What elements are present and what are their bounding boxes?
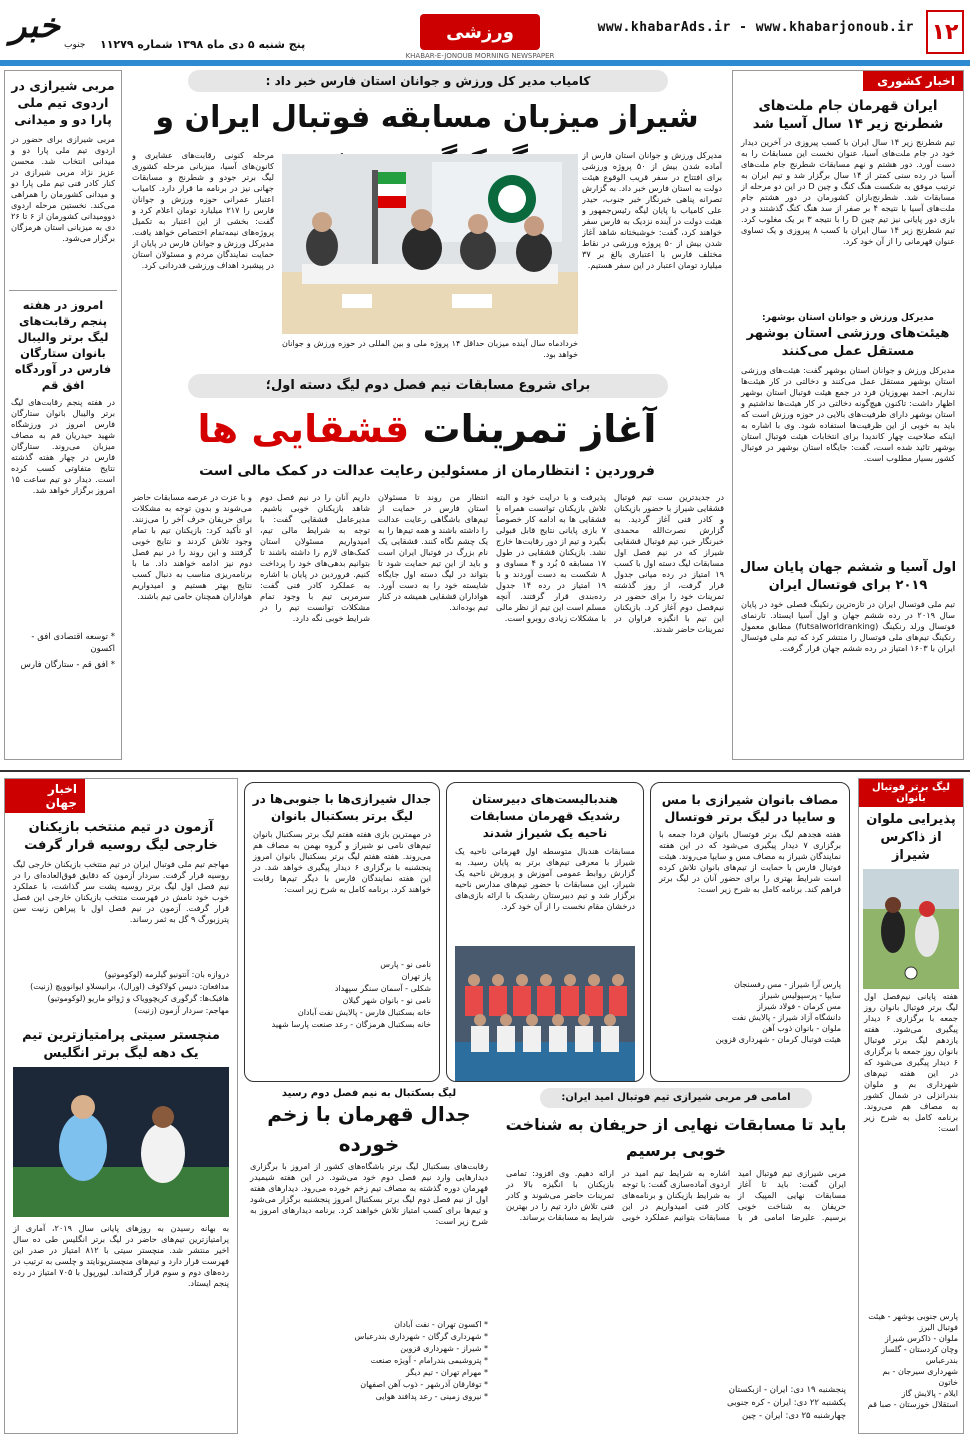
masthead-latin: KHABAR-E-JONOUB MORNING NEWSPAPER	[405, 52, 555, 60]
futsal-women-body: هفته هجدهم لیگ برتر فوتسال بانوان فردا جمعه با برگزاری ۷ دیدار پیگیری می‌شود که در این هفته نمایندگان شیراز به مصاف مس و سایپا می‌روند. هیئت فوتبال فارس با حمایت از تیم‌های بانوان تلاش کرده است شرایط بهتری را برای حضور آنان در لیگ برتر فراهم کند. برنامه کامل به شرح زیر است:	[659, 829, 841, 894]
headline-part-1: آغاز تمرینات	[409, 407, 657, 451]
league-fixture-6: * توفارقان آذرشهر - ذوب آهن اصفهان	[360, 1380, 488, 1389]
logo-word: خبر	[10, 6, 61, 46]
mancity-illustration	[13, 1067, 229, 1217]
main-story-2-col3: انتظار من روند تا مسئولان استان فارس در حمایت از تیم‌های باشگاهی رعایت عدالت را داشته باشند و همه تیم‌ها را به یک چشم نگاه کنند. قشقایی یک نام بزرگ در فوتبال ایران است و باید از این تیم حمایت شود تا بتواند در لیگ دسته اول جایگاه شایسته خود را به دست آورد. هواداران قشقایی همیشه در کنار تیم بوده‌اند.	[378, 492, 488, 612]
main-story-1-kicker: کامیاب مدیر کل ورزش و جوانان استان فارس خبر داد :	[188, 70, 668, 92]
women-football-box	[858, 778, 964, 1434]
futsal-fixture-2: سایپا - پرسپولیس شیراز	[759, 991, 841, 1000]
women-fixture-5: ایلام - پالایش گاز	[901, 1389, 958, 1398]
headline-part-2: قشقایی ها	[197, 407, 410, 451]
azmoun-list-4: مهاجم: سردار آزمون (زنیت)	[134, 1006, 229, 1015]
azmoun-title: آزمون در تیم منتخب بازیکنان خارجی لیگ روسیه قرار گرفت	[24, 820, 218, 853]
article-volleyball-body: در هفته پنجم رقابت‌های لیگ برتر والیبال بانوان ستارگان فارس امروز در ورزشگاه شهید حیدریان قم به مصاف میزبان می‌روند. ستارگان فارس در چهار هفته گذشته نتایج متفاوتی کسب کرده است. دیدار دو تیم ساعت ۱۵ امروز برگزار خواهد شد.	[11, 397, 115, 495]
article-futsal-body: تیم ملی فوتسال ایران در تازه‌ترین رنکینگ فصلی خود در پایان سال ۲۰۱۹ در رده ششم جهان و اول آسیا ایستاد. تارنمای فوتسال ورلد رنکینگ (futsalworldranking) مطابق معمول رنکینگ تیم‌های ملی فوتسال را منتشر کرد که تیم ملی فوتسال ایران با ۱۶۰۳ امتیاز در رده ششم جهان قرار گرفت.	[741, 599, 955, 653]
basketball-women-body: در مهمترین بازی هفته هفتم لیگ برتر بسکتبال بانوان تیم‌های نامی نو شیراز و گروه بهمن به مصاف هم می‌روند. هفته هفتم لیگ برتر بسکتبال بانوان امروز پنجشنبه با برگزاری ۶ دیدار پیگیری خواهد شد. در این هفته نمایندگان فارس با دیگر تیم‌ها رقابت خواهند کرد. برنامه کامل به شرح زیر است:	[253, 829, 431, 894]
handball-body: مسابقات هندبال متوسطه اول قهرمانی ناحیه یک شیراز با معرفی تیم‌های برتر به پایان رسید. به گزارش روابط عمومی آموزش و پرورش ناحیه یک شیراز، این مسابقات با حضور تیم‌های مدارس ناحیه برگزار شد و تیم دبیرستان رشدیک با ارائه بازی‌های درخشان مقام نخست را از آن خود کرد.	[455, 846, 635, 911]
volleyball-fixture-1: * توسعه اقتصادی افق - اکسون	[31, 632, 115, 654]
women-football-photo	[863, 869, 959, 989]
logo-small: جنوب	[64, 40, 86, 50]
site-urls[interactable]: www.khabarAds.ir - www.khabarjonoub.ir	[597, 20, 914, 35]
olympic-title: باید تا مسابقات نهایی از حریفان به شناخت خوبی برسیم	[505, 1115, 847, 1160]
basket-fixture-4: نامی نو - بانوان شهر گیلان	[342, 996, 431, 1005]
mancity-photo	[13, 1067, 229, 1217]
football-players-illustration	[863, 869, 959, 989]
main-story-1-headline: شیراز میزبان مسابقه فوتبال ایران و	[155, 100, 699, 135]
league-fixture-5: * مهرام تهران - تیم دیگر	[405, 1368, 488, 1377]
handball-title: هندبالیست‌های دبیرستان رشدیک قهرمان مسابقات ناحیه یک شیراز شدند	[469, 792, 621, 840]
section-label-national: اخبار کشوری	[863, 71, 963, 91]
handball-team-photo	[455, 946, 635, 1082]
right-column	[732, 70, 964, 760]
main-story-1-col1: مدیرکل ورزش و جوانان استان فارس از آماده شدن بیش از ۵۰ پروژه ورزشی برای افتتاح در سفر قریب الوقوع هیئت دولت به استان فارس خبر داد. به گزارش تصرانه پناهی خبرنگار خبر جنوب، حیدر علی کامیاب با پایان لیگه رئیس‌جمهور و هیئت دولت در آینده نزدیک به فارس سفر خواهند کرد، گفت: خوشبختانه شاهد آغاز شدن بیش از ۵۰ پروژه ورزشی در نقاط مختلف فارس با اعتباری بالغ بر ۳۷ میلیارد تومان اعتبار در این سفر هستیم.	[582, 150, 722, 270]
article-bushehr-kicker: مدیرکل ورزش و جوانان استان بوشهر:	[762, 313, 934, 323]
header-rule	[0, 60, 970, 66]
basketball-league-title: جدال قهرمان با زخم خورده	[267, 1102, 471, 1156]
olympic-kicker: امامی فر مربی شیرازی تیم فوتبال امید ایران:	[540, 1088, 812, 1108]
league-fixture-7: * نیروی زمینی - رعد پدافند هوایی	[375, 1392, 488, 1401]
women-football-body: هفته پایانی نیم‌فصل اول لیگ برتر فوتبال بانوان روز جمعه با برگزاری ۶ دیدار پیگیری می‌شود. هفته یازدهم لیگ برتر فوتبال بانوان روز جمعه با برگزاری ۶ دیدار پیگیری می‌شود که در این هفته تیم‌های شهرداری بم و ملوان بندرانزلی در شمال کشور به مصاف هم می‌روند. برنامه کامل به شرح زیر است:	[864, 991, 958, 1133]
page-number: ۱۲	[926, 10, 964, 54]
azmoun-body: مهاجم تیم ملی فوتبال ایران در تیم منتخب بازیکنان خارجی لیگ روسیه قرار گرفت. سردار آزمون که دقایق فوق‌العاده‌ای را در نیم فصل اول لیگ برتر روسیه پشت سر گذاشت، با عملکرد خوب خود نامش در فهرست منتخب بازیکنان خارجی این فصل قرار گرفت. آزمون در نیم فصل اول با پیراهن زنیت سن پترزبورگ ۹ گل به ثمر رساند.	[13, 859, 229, 924]
main-story-2-col4: داریم آنان را در نیم فصل دوم شاهد بازیکنان خوبی باشیم. مدیرعامل قشقایی گفت: با توجه به شرایط مالی تیم، امیدواریم مسئولان استان کمک‌های لازم را داشته باشند تا بتوانیم بدهی‌های خود را پرداخت کنیم. فروردین در پایان با اشاره به عملکرد کادر فنی گفت: سرمربی تیم با وجود تمام مشکلات توانست تیم را در شرایط خوبی نگه دارد.	[260, 492, 370, 623]
women-football-title: پذیرایی ملوان از ذاکرس شیراز	[866, 812, 956, 863]
main-story-2-headline	[128, 404, 726, 454]
basket-fixture-3: شکلی - آسمان سنگر سپهداد	[334, 984, 431, 993]
main-story-2-kicker: برای شروع مسابقات نیم فصل دوم لیگ دسته اول؛	[188, 374, 668, 398]
women-fixture-2: ملوان - ذاکرس شیراز	[884, 1334, 958, 1343]
basketball-league-kicker: لیگ بسکتبال به نیم فصل دوم رسید	[281, 1088, 457, 1099]
issue-dateline: پنج شنبه ۵ دی ماه ۱۳۹۸ شماره ۱۱۲۷۹	[100, 38, 306, 51]
futsal-fixture-5: ملوان - بانوان ذوب آهن	[762, 1024, 841, 1033]
article-chess-body: تیم شطرنج زیر ۱۴ سال ایران با کسب پیروزی در آخرین دیدار خود در جام ملت‌های آسیا، عنوان نخست این مسابقات را به دست آورد. دور هشتم و نهم مسابقات شطرنج جام ملت‌های آسیا در رده سنی کمتر از ۱۴ سال برگزار شد و تیم ایران به ترتیب موفق به شکست هنگ کنگ و چین D در این دو مرحله از مسابقات شد. شطرنج‌بازان کشورمان در دور هشتم جام ملت‌های آسیا با نتیجه ۴ بر صفر از سد هنگ کنگ گذشتند و در بازی دور پایانی نیز تیم چین D را با نتیجه ۳ بر یک مغلوب کرد. تیم شطرنج زیر ۱۴ سال ایران با کسب ۸ پیروزی و یک تساوی عنوان قهرمانی را از آن خود کرد.	[741, 137, 955, 246]
main-story-2-col1: در جدیدترین ست تیم فوتبال قشقایی شیراز با حضور بازیکنان و کادر فنی آغاز گردید. به گزارش نصرت‌الله محمدی خبرنگار خبر، تیم فوتبال قشقایی شیراز که در نیم فصل اول مسابقات لیگ دسته اول با کسب ۱۹ امتیاز در رده میانی جدول قرار گرفت، از روز گذشته تمرینات خود را برای حضور در نیم‌فصل دوم آغاز کرد. بازیکنان این تیم با انگیزه فراوان در تمرینات حاضر شدند.	[614, 492, 724, 634]
article-volleyball-title: امروز در هفته پنجم رقابت‌های لیگ برتر والیبال بانوان ستارگان فارس در آوردگاه افق قم	[14, 298, 112, 392]
meeting-photo	[282, 154, 578, 334]
handball-team-illustration	[455, 946, 635, 1082]
olympic-fixture-1: پنجشنبه ۱۹ دی: ایران - ازبکستان	[728, 1385, 846, 1395]
world-news-label: اخبار جهان	[5, 779, 85, 813]
futsal-women-box	[650, 782, 850, 1082]
main-story-2	[128, 374, 726, 764]
women-fixture-6: استقلال خوزستان - صبا قم	[867, 1400, 958, 1409]
women-fixture-3: وچان کردستان - گلساز بندرعباس	[881, 1345, 958, 1365]
basket-fixture-2: پاز تهران	[401, 972, 431, 981]
futsal-fixture-1: پارس آرا شیراز - مس رفسنجان	[733, 980, 841, 989]
basket-fixture-1: نامی نو - پارس	[380, 960, 431, 969]
futsal-fixture-6: هیئت فوتبال کرمان - شهرداری قزوین	[715, 1035, 841, 1044]
newspaper-logo	[6, 4, 92, 58]
futsal-women-title: مصاف بانوان شیرازی با مس و سایپا در لیگ برتر فوتسال	[661, 792, 839, 824]
article-bushehr-body: مدیرکل ورزش و جوانان استان بوشهر گفت: هیئت‌های ورزشی استان بوشهر مستقل عمل می‌کنند و دخالتی در کار هیئت‌ها نداریم. احمد بهروزیان فرد در جمع هیئت فوتبال استان بوشهر اظهار داشت: تاکنون هیچ‌گونه دخالتی در کار هیئت‌ها نداشتیم و استان بوشهر دارای ظرفیت‌های بالایی در حوزه ورزش است که باید به خوبی از این ظرفیت‌ها استفاده شود. وی با اشاره به اینکه صلاحیت چهار کاندیدا برای انتخابات هیئت فوتبال استان بوشهر تائید شده است، گفت: جایگاه استان بوشهر در فوتبال کشور بسیار مطلوب است.	[741, 365, 955, 463]
league-fixture-2: * شهرداری گرگان - شهرداری بندرعباس	[354, 1332, 488, 1341]
olympic-body: مربی شیرازی تیم فوتبال امید ایران گفت: باید تا آغاز مسابقات نهایی المپیک از حریفان به شناخت خوبی برسیم. علیرضا امامی فر با اشاره به شرایط تیم امید در اردوی آماده‌سازی گفت: با توجه به شرایط بازیکنان و برنامه‌های کادر فنی امیدواریم در این مسابقات بتوانیم عملکرد خوبی ارائه دهیم. وی افزود: تمامی بازیکنان با انگیزه بالا در تمرینات حاضر می‌شوند و کادر فنی تلاش دارد تیم را در بهترین شرایط به مسابقات برساند.	[506, 1168, 846, 1222]
page-header	[0, 0, 970, 60]
basketball-women-box	[244, 782, 440, 1082]
main-story-2-deck: فروردین : انتظارمان از مسئولین رعایت عدالت در کمک مالی است	[199, 463, 655, 479]
section-badge: ورزشی	[420, 14, 540, 50]
meeting-caption: خردادماه سال آینده میزبان حداقل ۱۴ پروژه ملی و بین المللی در حوزه ورزش و جوانان خواهد بود.	[282, 339, 578, 359]
basketball-league-body: رقابت‌های بسکتبال لیگ برتر باشگاه‌های کشور از امروز با برگزاری دیدارهایی وارد نیم فصل دوم خود می‌شود. در این هفته شیمیدر قهرمان دوره گذشته به مصاف تیم زخم خورده می‌رود. دیدارهای هفته اول از نیم فصل دوم لیگ برتر بسکتبال امروز پنجشنبه برگزار می‌شود و تیم‌ها برای کسب امتیاز تلاش خواهند کرد. برنامه دیدارهای امروز به شرح زیر است:	[250, 1161, 488, 1226]
article-bushehr-title: هیئت‌های ورزشی استان بوشهر مستقل عمل می‌کنند	[746, 326, 950, 359]
article-para-title: مربی شیرازی در اردوی تیم ملی پارا دو و میدانی	[11, 78, 115, 127]
bottom-divider	[0, 770, 970, 772]
article-para-body: مربی شیرازی برای حضور در اردوی تیم ملی پارا دو و میدانی انتخاب شد. محسن عزیز نژاد مربی شیرازی در کنار کادر فنی تیم ملی پارا دو و میدانی کشورمان را همراهی می‌کند. نخستین مرحله اردوی دوومیدانی کشورمان از ۶ تا ۲۶ دی به میزبانی استان هرمزگان برگزار می‌شود.	[11, 134, 116, 243]
olympic-fixture-3: چهارشنبه ۲۵ دی: ایران - چین	[741, 1411, 846, 1421]
futsal-fixture-4: دانشگاه آزاد شیراز - پالایش نفت	[731, 1013, 841, 1022]
world-news-column	[4, 778, 238, 1434]
women-fixture-4: شهرداری سیرجان - بم خاتون	[882, 1367, 958, 1387]
basketball-league-article	[244, 1088, 494, 1434]
basketball-women-title: جدال شیرازی‌ها با جنوبی‌ها در لیگ برتر بسکتبال بانوان	[252, 792, 432, 823]
basket-fixture-5: خانه بسکتبال فارس - پالایش نفت آبادان	[297, 1008, 431, 1017]
olympic-article	[500, 1088, 852, 1434]
mancity-title: منچستر سیتی پرامتیازترین تیم یک دهه لیگ برتر انگلیس	[22, 1028, 220, 1061]
azmoun-list-3: هافبک‌ها: گرگوری کریچوویاک و ژوائو ماریو (لوکوموتیو)	[47, 994, 229, 1003]
mancity-body: به بهانه رسیدن به روزهای پایانی سال ۲۰۱۹، آماری از پرامتیازترین تیم‌های حاضر در لیگ برتر انگلیس طی ده سال اخیر منتشر شد. منچستر سیتی با ۸۱۲ امتیاز در صدر این فهرست قرار دارد و تیم‌های منچستریونایتد و چلسی به ترتیب در رده‌های دوم و سوم قرار گرفته‌اند. لیورپول با ۷۰۵ امتیاز در رده پنجم ایستاد.	[13, 1223, 230, 1288]
handball-box	[446, 782, 644, 1082]
azmoun-list-1: دروازه بان: آنتونیو گیلرمه (لوکوموتیو)	[104, 970, 229, 979]
main-story-2-col5: و با عزت در عرصه مسابقات حاضر می‌شوند و بدون توجه به مشکلات برای حریفان حرف آخر را می‌زنند. او تأکید کرد: بازیکنان تیم با تمام وجود تلاش کردند و نتایج خوبی گرفتند و این روند را در نیم فصل دوم نیز ادامه خواهند داد. ما با برنامه‌ریزی مناسب به دنبال کسب نتایج بهتر هستیم و امیدواریم هواداران همچنان حامی تیم باشند.	[132, 492, 252, 601]
main-story-2-col2: پذیرفت و با درایت خود و البته تلاش بازیکنان توانست همراه با قشقایی ها به ادامه کار خصوصاً ۷ بازی پایانی نتایج قابل قبولی بگیرد و تیم از دور رقابت‌ها خارج نشد. بازیکنان قشقایی در طول ۱۷ مسابقه ۵ بُرد و ۴ مساوی و ۸ شکست به دست آوردند و با ۱۹ امتیاز در رده ۱۴ جدول رده‌بندی قرار گرفتند. آنچه مسلم است این تیم از نظر مالی با مشکلات زیادی روبرو است.	[496, 492, 606, 623]
women-fixture-1: پارس جنوبی بوشهر - هیئت فوتبال البرز	[868, 1312, 958, 1332]
league-fixture-3: * شیراز - شهرداری قزوین	[400, 1344, 488, 1353]
main-story-1	[128, 70, 726, 370]
olympic-fixture-2: یکشنبه ۲۲ دی: ایران - کره جنوبی	[727, 1398, 846, 1408]
main-story-1-col4: مرحله کنونی رقابت‌های عشایری و کانون‌های آسیا، میزبانی مرحله کشوری لیگ برتر جودو و شطرنج و مسابقات جهانی نیز در برنامه ما قرار دارد. کامیاب اعتبار عمرانی حوزه ورزش و جوانان فارس را ۲۱۷ میلیارد تومان اعلام کرد و گفت: بخشی از این اعتبار به تکمیل پروژه‌های نیمه‌تمام اختصاص خواهد یافت. مدیرکل ورزش و جوانان فارس در پایان از حمایت نمایندگان مردم و مسئولان استان در پیشبرد اهداف ورزشی قدردانی کرد.	[132, 150, 274, 270]
league-fixture-4: * پتروشیمی بندرامام - آویژه صنعت	[370, 1356, 488, 1365]
left-separator	[9, 290, 117, 291]
left-column	[4, 70, 122, 760]
women-football-label: لیگ برتر فوتبال بانوان	[859, 779, 963, 807]
futsal-fixture-3: مس کرمان - فولاد شیراز	[756, 1002, 841, 1011]
meeting-illustration	[282, 154, 578, 334]
article-futsal-title: اول آسیا و ششم جهان پایان سال ۲۰۱۹ برای فوتسال ایران	[739, 560, 957, 593]
league-fixture-1: * اکسون تهران - نفت آبادان	[394, 1320, 488, 1329]
azmoun-list-2: مدافعان: دنیس کولاکوف (اورال)، برانیسلاو ایوانوویچ (زنیت)	[30, 982, 229, 991]
basket-fixture-6: خانه بسکتبال هرمزگان - رعد صنعت پارسا شهید	[271, 1020, 431, 1029]
article-chess-title: ایران قهرمان جام ملت‌های شطرنج زیر ۱۴ سال آسیا شد	[752, 98, 944, 132]
volleyball-fixture-2: * افق قم - ستارگان فارس	[20, 660, 115, 670]
